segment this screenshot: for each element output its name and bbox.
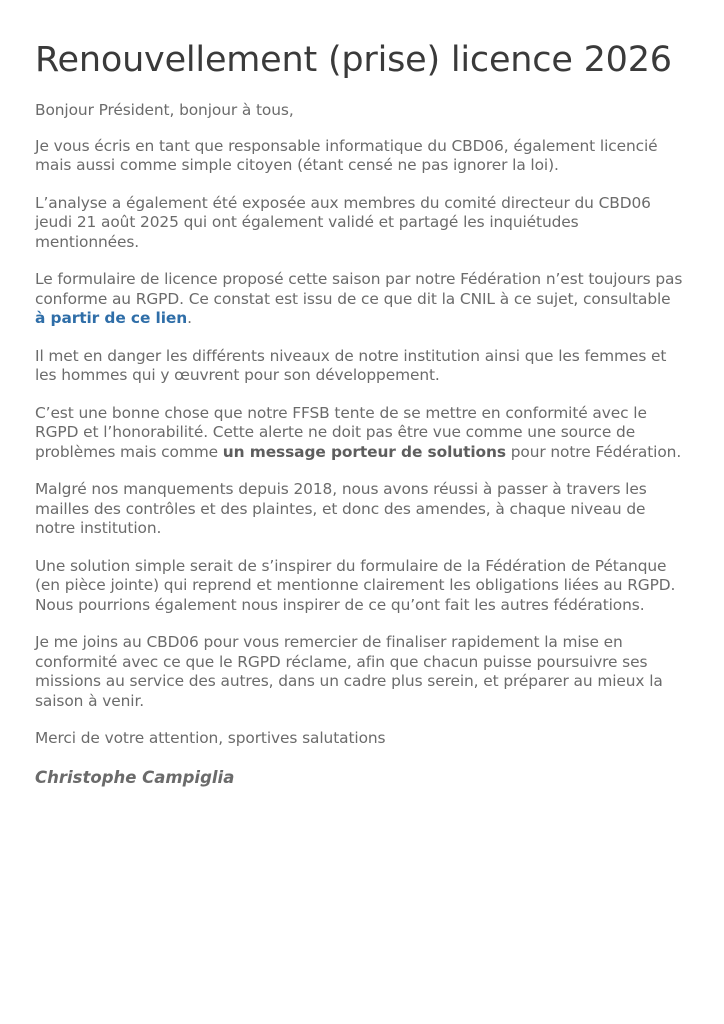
rgpd-text-after: . — [187, 309, 192, 327]
request-paragraph: Je me joins au CBD06 pour vous remercier de finaliser rapidement la mise en conformité avec ce que le RGPD réclame, afin que chacun puisse poursuivre ses missions au service des autres, dans un cadre plus serein, et préparer au mieux la saison à venir. — [35, 633, 663, 710]
shortcomings-paragraph: Malgré nos manquements depuis 2018, nous avons réussi à passer à travers les mailles des contrôles et des plaintes, et donc des amendes, à chaque niveau de notre institution. — [35, 480, 647, 537]
greeting-paragraph: Bonjour Président, bonjour à tous, — [35, 101, 294, 119]
rgpd-text-before: Le formulaire de licence proposé cette saison par notre Fédération n’est toujours pas conforme au RGPD. Ce constat est issu de ce que dit la CNIL à ce sujet, consultable — [35, 270, 683, 308]
solutions-emphasis: un message porteur de solutions — [222, 442, 506, 461]
solution-paragraph: Une solution simple serait de s’inspirer du formulaire de la Fédération de Pétanque (en pièce jointe) qui reprend et mentionne clairement les obligations liées au RGPD. Nous pourrions également nous inspirer de ce qu’ont fait les autres fédérations. — [35, 556, 676, 614]
rgpd-compliance-paragraph — [35, 270, 684, 329]
intro-paragraph: Je vous écris en tant que responsable informatique du CBD06, également licencié mais aussi comme simple citoyen (étant censé ne pas ignorer la loi). — [35, 136, 658, 174]
closing-paragraph: Merci de votre attention, sportives salutations — [35, 729, 386, 747]
signature: Christophe Campiglia — [35, 767, 235, 787]
ffsb-text-after: pour notre Fédération. — [505, 442, 682, 461]
danger-paragraph: Il met en danger les différents niveaux de notre institution ainsi que les femmes et les hommes qui y œuvrent pour son développement. — [35, 346, 667, 384]
ffsb-paragraph — [35, 404, 684, 463]
document-title: Renouvellement (prise) licence 2026 — [35, 40, 672, 80]
committee-paragraph: L’analyse a également été exposée aux membres du comité directeur du CBD06 jeudi 21 août 2025 qui ont également validé et partagé les inquiétudes mentionnées. — [35, 193, 651, 251]
ffsb-text-before: C’est une bonne chose que notre FFSB tente de se mettre en conformité avec le RGPD et l’honorabilité. Cette alerte ne doit pas être vue comme une source de problèmes mais comme — [35, 403, 647, 461]
cnil-link[interactable]: à partir de ce lien — [35, 309, 188, 327]
